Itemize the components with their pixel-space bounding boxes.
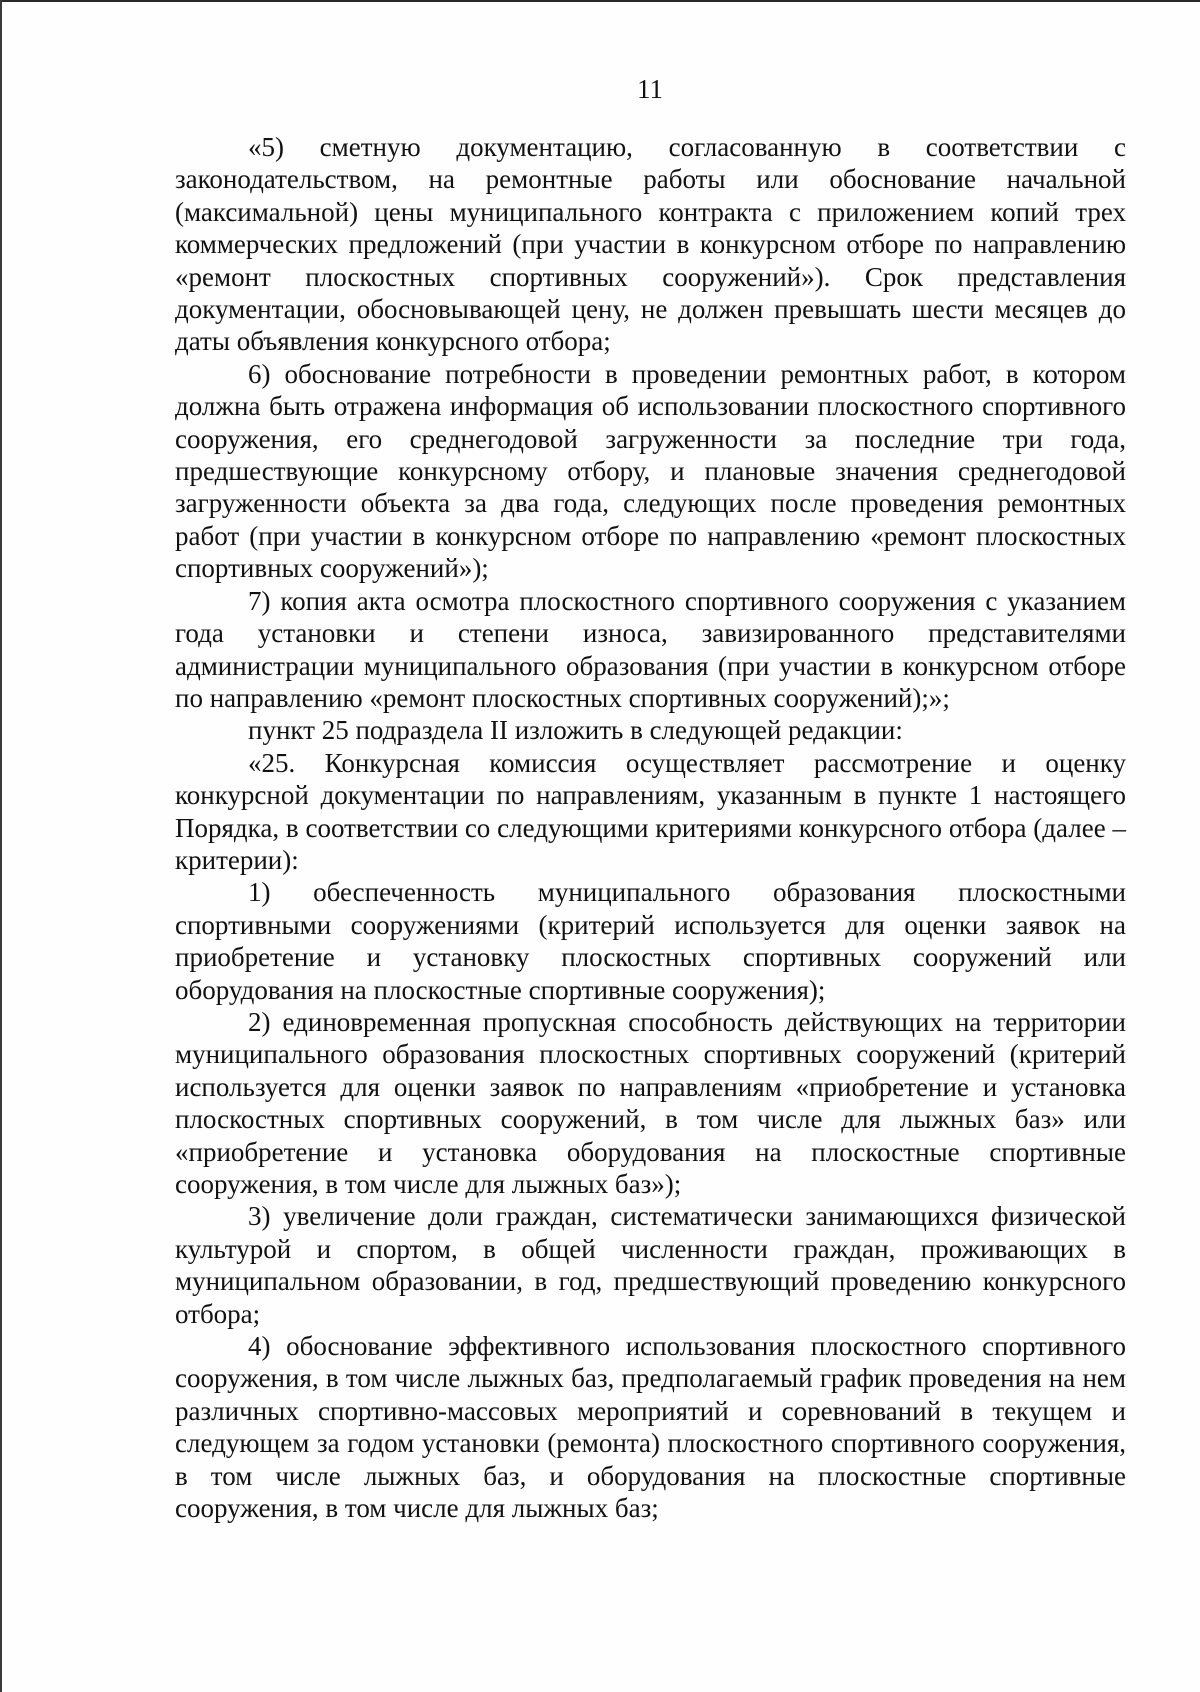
- paragraph-clause-25: «25. Конкурсная комиссия осуществляет рассмотрение и оценку конкурсной документации по направлениям, указанным в пункте 1 настоящего Порядка, в соответствии со следующими критериями конкурсного отбора (далее – критерии):: [175, 747, 1126, 875]
- paragraph-amendment-clause-25: пункт 25 подраздела II изложить в следующей редакции:: [248, 715, 903, 746]
- paragraph-item-7: 7) копия акта осмотра плоскостного спортивного сооружения с указанием года установки и степени износа, завизированного представителями администрации муниципального образования (при участии в конкурсном отборе по направлению «ремонт плоскостных спортивных сооружений);»;: [175, 585, 1126, 713]
- paragraph-criterion-4: 4) обоснование эффективного использования плоскостного спортивного сооружения, в том числе лыжных баз, предполагаемый график проведения на нем различных спортивно-массовых мероприятий и соревнований в текущем и следующем за годом установки (ремонта) плоскостного спортивного сооружения, в том числе лыжных баз, и оборудования на плоскостные спортивные сооружения, в том числе для лыжных баз;: [175, 1331, 1126, 1524]
- paragraph-criterion-2: 2) единовременная пропускная способность действующих на территории муниципального образования плоскостных спортивных сооружений (критерий используется для оценки заявок по направлениям «приобретение и установка плоскостных спортивных сооружений, в том числе для лыжных баз» или «приобретение и установка оборудования на плоскостные спортивные сооружения, в том числе для лыжных баз»);: [175, 1006, 1126, 1199]
- paragraph-criterion-1: 1) обеспеченность муниципального образования плоскостными спортивными сооружениями (критерий используется для оценки заявок на приобретение и установку плоскостных спортивных сооружений или оборудования на плоскостные спортивные сооружения);: [175, 877, 1126, 1005]
- scan-edge-left: [0, 0, 2, 1692]
- paragraph-criterion-3: 3) увеличение доли граждан, систематически занимающихся физической культурой и спортом, в общей численности граждан, проживающих в муниципальном образовании, в год, предшествующий проведению конкурсного отбора;: [175, 1201, 1126, 1329]
- paragraph-item-5: «5) сметную документацию, согласованную в соответствии с законодательством, на ремонтные работы или обоснование начальной (максимальной) цены муниципального контракта с приложением копий трех коммерческих предложений (при участии в конкурсном отборе по направлению «ремонт плоскостных спортивных сооружений»). Срок представления документации, обосновывающей цену, не должен превышать шести месяцев до даты объявления конкурсного отбора;: [175, 132, 1126, 357]
- scan-edge-top: [0, 0, 1200, 2]
- paragraph-item-6: 6) обоснование потребности в проведении ремонтных работ, в котором должна быть отражена информация об использовании плоскостного спортивного сооружения, его среднегодовой загруженности за последние три года, предшествующие конкурсному отбору, и плановые значения среднегодовой загруженности объекта за два года, следующих после проведения ремонтных работ (при участии в конкурсном отборе по направлению «ремонт плоскостных спортивных сооружений»);: [175, 358, 1126, 584]
- page-number: 11: [637, 74, 663, 104]
- document-body: [175, 131, 1126, 1524]
